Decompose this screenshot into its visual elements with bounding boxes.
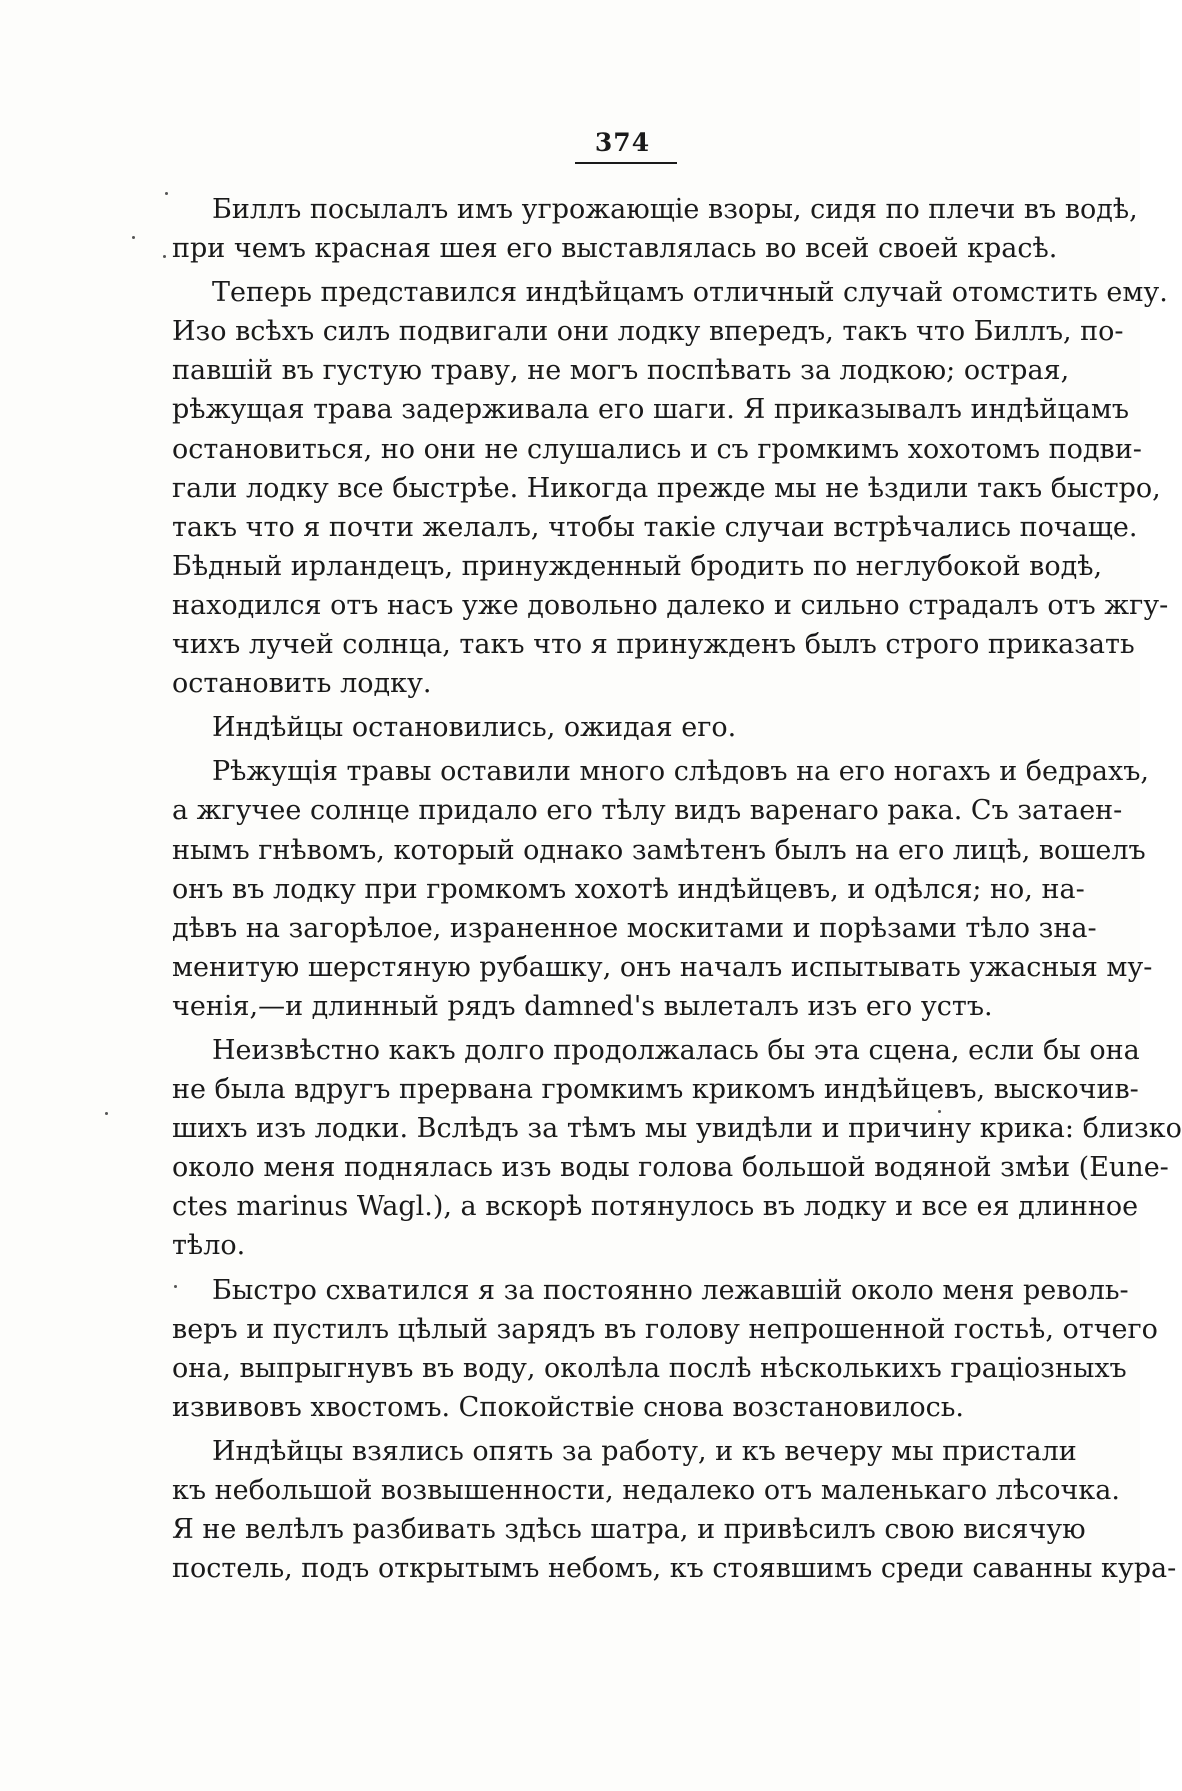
text-line: Индѣйцы остановились, ожидая его. xyxy=(212,712,737,744)
text-line: находился отъ насъ уже довольно далеко и сильно страдалъ отъ жгу- xyxy=(172,589,1169,621)
text-line: рѣжущая трава задерживала его шаги. Я приказывалъ индѣйцамъ xyxy=(172,394,1130,426)
text-line: къ небольшой возвышенности, недалеко отъ маленькаго лѣсочка. xyxy=(172,1475,1120,1506)
text-line: такъ что я почти желалъ, чтобы такіе случаи встрѣчались почаще. xyxy=(172,511,1138,543)
text-line: онъ въ лодку при громкомъ хохотѣ индѣйцевъ, и одѣлся; но, на- xyxy=(172,873,1085,905)
paragraph xyxy=(172,752,1153,1026)
text-line: веръ и пустилъ цѣлый зарядъ въ голову непрошенной гостьѣ, отчего xyxy=(172,1313,1158,1345)
text-line: павшій въ густую траву, не могъ поспѣвать за лодкою; острая, xyxy=(172,355,1070,387)
text-line: извивовъ хвостомъ. Спокойствіе снова возстановилось. xyxy=(172,1391,965,1423)
text-line: чихъ лучей солнца, такъ что я принужденъ былъ строго приказать xyxy=(172,629,1135,661)
text-line: гали лодку все быстрѣе. Никогда прежде мы не ѣздили такъ быстро, xyxy=(172,472,1161,504)
text-line: остановить лодку. xyxy=(172,668,432,700)
text-line: Я не велѣлъ разбивать здѣсь шатра, и привѣсилъ свою висячую xyxy=(172,1514,1086,1546)
text-line: Изо всѣхъ силъ подвигали они лодку впередъ, такъ что Биллъ, по- xyxy=(172,316,1124,348)
text-line: Рѣжущія травы оставили много слѣдовъ на его ногахъ и бедрахъ, xyxy=(212,756,1150,788)
print-speck xyxy=(163,255,166,258)
paragraph xyxy=(172,1432,1177,1588)
text-line: дѣвъ на загорѣлое, израненное москитами и порѣзами тѣло зна- xyxy=(172,912,1097,944)
print-speck xyxy=(105,1112,108,1115)
page-number: 374 xyxy=(594,128,651,157)
body-text xyxy=(172,190,1182,1588)
text-line: постель, подъ открытымъ небомъ, къ стоявшимъ среди саванны кура- xyxy=(172,1553,1177,1585)
paragraph xyxy=(172,708,1054,747)
paragraph xyxy=(172,273,1169,703)
paragraph xyxy=(172,190,1138,268)
paragraph xyxy=(172,1271,1158,1427)
text-line: около меня поднялась изъ воды голова большой водяной змѣи (Eune- xyxy=(172,1152,1169,1184)
text-line: Биллъ посылалъ имъ угрожающіе взоры, сидя по плечи въ водѣ, xyxy=(212,194,1138,225)
text-line: остановиться, но они не слушались и съ громкимъ хохотомъ подви- xyxy=(172,433,1142,465)
page-number-rule xyxy=(575,162,677,164)
text-line: Быстро схватился я за постоянно лежавшій около меня револь- xyxy=(212,1274,1129,1306)
text-line: тѣло. xyxy=(172,1230,246,1262)
text-line: при чемъ красная шея его выставлялась во всей своей красѣ. xyxy=(172,233,1058,265)
print-speck xyxy=(165,192,168,195)
text-line: а жгучее солнце придало его тѣлу видъ варенаго рака. Съ затаен- xyxy=(172,795,1123,827)
text-line: не была вдругъ прервана громкимъ крикомъ индѣйцевъ, выскочив- xyxy=(172,1074,1139,1106)
text-line: ctes marinus Wagl.), а вскорѣ потянулось въ лодку и все ея длинное xyxy=(172,1191,1139,1223)
text-line: ченія,—и длинный рядъ damned's вылеталъ изъ его устъ. xyxy=(172,990,993,1022)
text-line: шихъ изъ лодки. Вслѣдъ за тѣмъ мы увидѣли и причину крика: близко xyxy=(172,1113,1182,1145)
text-line: Неизвѣстно какъ долго продолжалась бы эта сцена, если бы она xyxy=(212,1034,1140,1066)
paragraph xyxy=(172,1031,1182,1266)
text-line: она, выпрыгнувъ въ воду, околѣла послѣ нѣсколькихъ граціозныхъ xyxy=(172,1352,1127,1384)
text-line: Теперь представился индѣйцамъ отличный случай отомстить ему. xyxy=(212,277,1168,309)
text-line: менитую шерстяную рубашку, онъ началъ испытывать ужасныя му- xyxy=(172,951,1153,983)
print-speck xyxy=(132,236,135,239)
text-line: Бѣдный ирландецъ, принужденный бродить по неглубокой водѣ, xyxy=(172,550,1103,582)
text-line: Индѣйцы взялись опять за работу, и къ вечеру мы пристали xyxy=(212,1435,1077,1467)
text-line: нымъ гнѣвомъ, который однако замѣтенъ былъ на его лицѣ, вошелъ xyxy=(172,834,1146,866)
